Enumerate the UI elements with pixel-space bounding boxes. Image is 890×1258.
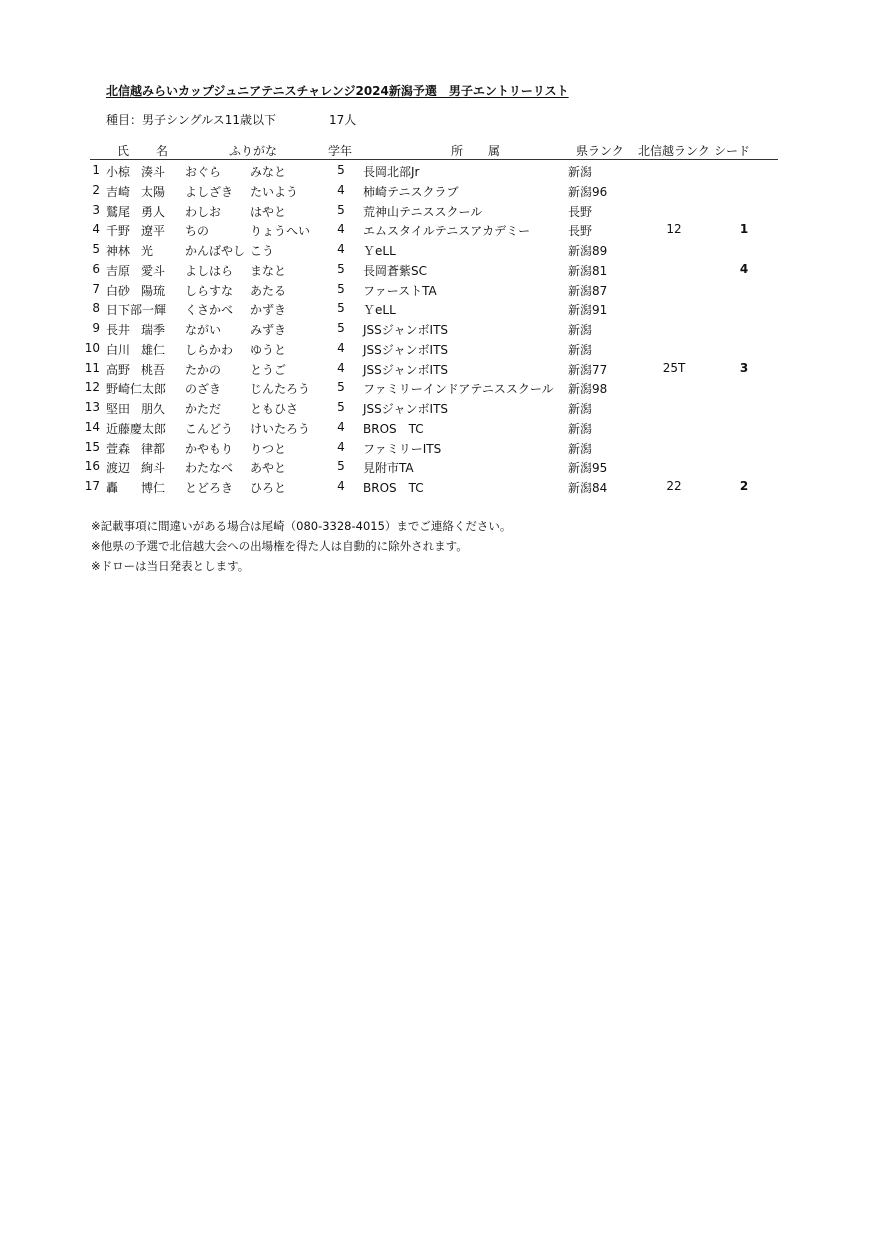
furigana-surname: よしはら <box>185 263 234 278</box>
furigana-given-name: みずき <box>250 323 287 337</box>
furigana-surname: かやもり <box>185 441 234 456</box>
club: JSSジャンボITS <box>363 323 449 337</box>
club: ＹeLL <box>363 303 396 318</box>
prefecture-rank: 新潟 <box>568 342 593 357</box>
prefecture-rank: 新潟89 <box>568 244 608 258</box>
table-row <box>0 161 890 181</box>
player-given-name: 太陽 <box>141 184 166 199</box>
header-furigana: ふりがな <box>229 144 278 158</box>
prefecture-rank: 新潟98 <box>568 382 608 397</box>
prefecture-rank: 新潟 <box>568 165 593 179</box>
player-surname: 吉原 <box>106 263 131 278</box>
table-row <box>0 280 890 300</box>
entry-number: 13 <box>84 400 100 414</box>
header-divider <box>90 159 778 160</box>
table-row <box>0 359 890 379</box>
header-grade: 学年 <box>328 144 353 158</box>
prefecture-rank: 新潟 <box>568 323 593 337</box>
header-pref-rank: 県ランク <box>576 144 624 158</box>
furigana-surname: ながい <box>185 323 222 337</box>
furigana-surname: おぐら <box>185 165 222 179</box>
header-name-mei: 名 <box>156 144 169 158</box>
prefecture-rank: 長野 <box>568 224 593 239</box>
furigana-given-name: りつと <box>250 441 287 456</box>
furigana-surname: よしざき <box>185 184 234 199</box>
furigana-surname: しらかわ <box>185 342 234 357</box>
prefecture-rank: 新潟87 <box>568 283 608 298</box>
table-row <box>0 299 890 319</box>
club: 長岡蒼紫SC <box>363 263 427 278</box>
player-surname: 日下部一輝 <box>106 303 167 318</box>
furigana-given-name: ひろと <box>250 481 287 495</box>
club: エムスタイルテニスアカデミー <box>363 224 531 239</box>
prefecture-rank: 新潟 <box>568 402 593 416</box>
table-row <box>0 378 890 398</box>
entry-number: 6 <box>92 261 100 276</box>
player-given-name: 朋久 <box>141 402 166 416</box>
table-row <box>0 477 890 497</box>
table-row <box>0 220 890 240</box>
player-given-name: 絢斗 <box>141 461 166 476</box>
table-row <box>0 418 890 438</box>
club: JSSジャンボITS <box>363 402 449 416</box>
seed: 3 <box>739 360 749 375</box>
entry-number: 16 <box>84 459 100 474</box>
entry-number: 1 <box>92 163 100 177</box>
table-row <box>0 339 890 359</box>
grade: 5 <box>337 321 345 335</box>
furigana-surname: しらすな <box>185 283 234 298</box>
entry-number: 14 <box>84 419 100 434</box>
page-title: 北信越みらいカップジュニアテニスチャレンジ2024新潟予選 男子エントリーリスト <box>106 84 569 98</box>
player-surname: 渡辺 <box>106 461 131 476</box>
header-club-a: 所 <box>451 144 464 158</box>
furigana-surname: くさかべ <box>185 303 234 318</box>
club: ファミリーITS <box>363 441 442 456</box>
prefecture-rank: 長野 <box>568 204 593 219</box>
grade: 4 <box>337 419 345 434</box>
furigana-given-name: まなと <box>250 263 287 278</box>
player-surname: 千野 <box>106 224 131 239</box>
player-surname: 神林 <box>106 244 131 258</box>
entry-number: 3 <box>92 202 100 217</box>
table-row <box>0 398 890 418</box>
club: 柿崎テニスクラブ <box>363 184 459 199</box>
prefecture-rank: 新潟 <box>568 441 593 456</box>
furigana-given-name: ともひさ <box>250 402 299 416</box>
grade: 4 <box>337 340 345 355</box>
table-row <box>0 240 890 260</box>
grade: 4 <box>337 222 345 237</box>
header-seed: シード <box>714 144 751 158</box>
player-given-name: 陽琉 <box>141 283 166 298</box>
club: ファーストTA <box>363 283 437 298</box>
furigana-given-name: たいよう <box>250 184 299 199</box>
player-surname: 長井 <box>106 323 131 337</box>
player-given-name: 律都 <box>141 441 166 456</box>
grade: 4 <box>337 182 345 197</box>
entry-number: 10 <box>84 340 100 355</box>
table-row <box>0 438 890 458</box>
header-club-b: 属 <box>488 144 501 158</box>
entry-number: 12 <box>84 380 100 395</box>
player-surname: 野崎仁太郎 <box>106 382 167 397</box>
grade: 5 <box>337 261 345 276</box>
furigana-given-name: あたる <box>250 283 287 298</box>
grade: 5 <box>337 459 345 474</box>
seed: 2 <box>739 479 749 493</box>
player-given-name: 遼平 <box>141 224 166 239</box>
club: 長岡北部Jr <box>363 165 420 179</box>
furigana-surname: かんばやし <box>185 244 246 258</box>
furigana-given-name: みなと <box>250 165 287 179</box>
hokushinetsu-rank: 22 <box>666 479 682 493</box>
club: JSSジャンボITS <box>363 362 449 377</box>
seed: 4 <box>739 261 749 276</box>
furigana-surname: こんどう <box>185 421 234 436</box>
club: 見附市TA <box>363 461 414 476</box>
furigana-given-name: りょうへい <box>250 224 311 239</box>
furigana-surname: わたなべ <box>185 461 234 476</box>
club: ファミリーインドアテニススクール <box>363 382 554 397</box>
furigana-given-name: かずき <box>250 303 287 318</box>
furigana-surname: とどろき <box>185 481 234 495</box>
prefecture-rank: 新潟84 <box>568 481 608 495</box>
club: ＹeLL <box>363 244 396 258</box>
hokushinetsu-rank: 12 <box>666 222 682 237</box>
player-surname: 鷲尾 <box>106 204 131 219</box>
furigana-given-name: こう <box>250 244 275 258</box>
player-surname: 白川 <box>106 342 131 357</box>
furigana-given-name: じんたろう <box>250 382 311 397</box>
prefecture-rank: 新潟 <box>568 421 593 436</box>
club: JSSジャンボITS <box>363 342 449 357</box>
club: BROS TC <box>363 421 424 436</box>
grade: 4 <box>337 439 345 454</box>
player-given-name: 愛斗 <box>141 263 166 278</box>
club: 荒神山テニススクール <box>363 204 483 219</box>
note-contact: ※記載事項に間違いがある場合は尾崎（080-3328-4015）までご連絡ください。 <box>91 519 512 533</box>
furigana-given-name: ゆうと <box>250 342 287 357</box>
furigana-surname: たかの <box>185 362 222 377</box>
prefecture-rank: 新潟96 <box>568 184 608 199</box>
entry-number: 5 <box>92 242 100 256</box>
player-surname: 堅田 <box>106 402 131 416</box>
entry-number: 8 <box>92 301 100 316</box>
club: BROS TC <box>363 481 424 495</box>
player-given-name: 勇人 <box>141 204 166 219</box>
table-row <box>0 201 890 221</box>
entry-number: 2 <box>92 182 100 197</box>
entry-number: 15 <box>84 439 100 454</box>
player-given-name: 瑞季 <box>141 323 166 337</box>
event-category: 種目：男子シングルス11歳以下 <box>106 113 277 127</box>
prefecture-rank: 新潟81 <box>568 263 608 278</box>
grade: 5 <box>337 163 345 177</box>
note-exclusion: ※他県の予選で北信越大会への出場権を得た人は自動的に除外されます。 <box>91 539 468 553</box>
grade: 4 <box>337 242 345 256</box>
player-given-name: 湊斗 <box>141 165 166 179</box>
player-given-name: 雄仁 <box>141 342 166 357</box>
furigana-surname: ちの <box>185 224 210 239</box>
player-given-name: 博仁 <box>141 481 166 495</box>
furigana-surname: かただ <box>185 402 222 416</box>
note-draw: ※ドローは当日発表とします。 <box>91 559 250 573</box>
furigana-given-name: はやと <box>250 204 287 219</box>
player-surname: 轟 <box>106 481 119 495</box>
table-row <box>0 319 890 339</box>
table-row <box>0 181 890 201</box>
grade: 5 <box>337 202 345 217</box>
player-surname: 小椋 <box>106 165 131 179</box>
entry-number: 17 <box>84 479 100 493</box>
player-surname: 近藤慶太郎 <box>106 421 167 436</box>
notes <box>91 516 511 576</box>
grade: 5 <box>337 301 345 316</box>
furigana-given-name: とうご <box>250 362 287 377</box>
prefecture-rank: 新潟91 <box>568 303 608 318</box>
header-name-sei: 氏 <box>117 144 130 158</box>
prefecture-rank: 新潟77 <box>568 362 608 377</box>
table-row <box>0 260 890 280</box>
player-given-name: 桃吾 <box>141 362 166 377</box>
player-surname: 白砂 <box>106 283 131 298</box>
table-row <box>0 457 890 477</box>
grade: 5 <box>337 380 345 395</box>
furigana-surname: わしお <box>185 204 222 219</box>
furigana-given-name: あやと <box>250 461 287 476</box>
grade: 5 <box>337 400 345 414</box>
grade: 4 <box>337 479 345 493</box>
entry-count: 17人 <box>329 113 357 127</box>
grade: 5 <box>337 281 345 296</box>
player-surname: 萱森 <box>106 441 131 456</box>
entry-number: 11 <box>84 360 100 375</box>
furigana-given-name: けいたろう <box>250 421 311 436</box>
entry-table <box>0 161 890 497</box>
hokushinetsu-rank: 25T <box>662 360 686 375</box>
furigana-surname: のざき <box>185 382 222 397</box>
header-hokushinetsu-rank: 北信越ランク <box>638 144 710 158</box>
player-given-name: 光 <box>141 244 154 258</box>
entry-number: 7 <box>92 281 100 296</box>
player-surname: 高野 <box>106 362 131 377</box>
seed: 1 <box>739 222 749 237</box>
player-surname: 吉崎 <box>106 184 131 199</box>
entry-number: 4 <box>92 222 100 237</box>
entry-number: 9 <box>92 321 100 335</box>
prefecture-rank: 新潟95 <box>568 461 608 476</box>
grade: 4 <box>337 360 345 375</box>
